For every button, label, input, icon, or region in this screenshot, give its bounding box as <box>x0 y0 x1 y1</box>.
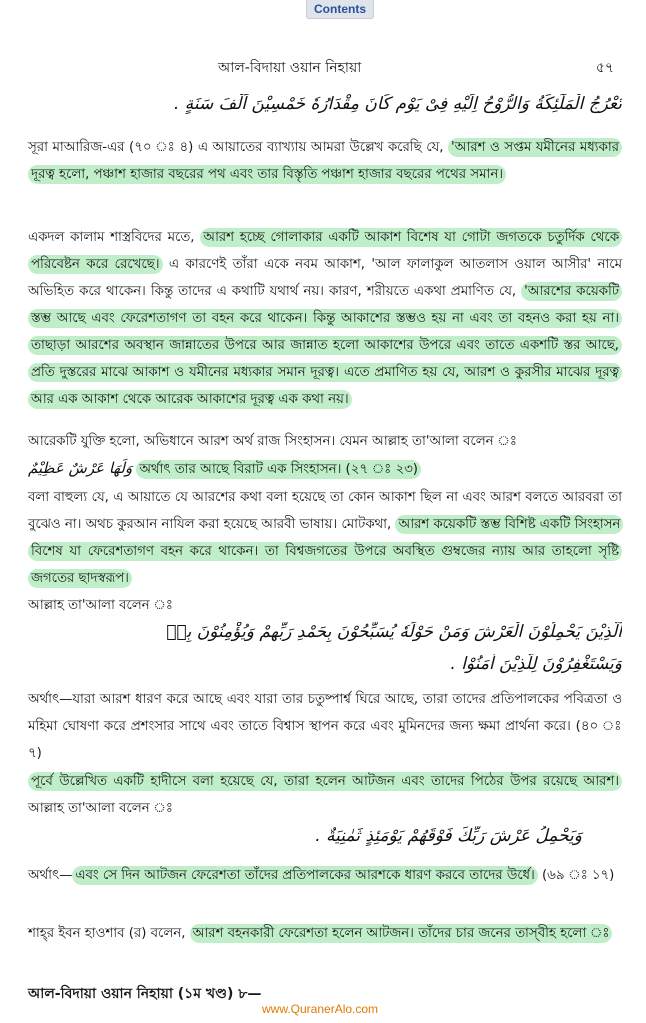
website-link[interactable]: www.QuranerAlo.com <box>262 1002 379 1016</box>
p4-text-a: বলা বাহুল্য যে, এ আয়াতে যে আরশের কথা বলা হয়েছে তা কোন আকাশ ছিল না এবং আরশ বলতে আরবরা তা বুঝেও না। অথচ কুরআন নাযিল করা হয়েছে আরবী ভাষায়। <box>28 490 622 532</box>
paragraph-7 <box>28 768 622 822</box>
contents-button[interactable]: Contents <box>306 0 374 19</box>
p8-highlight: এবং সে দিন আটজন ফেরেশতা তাঁদের প্রতিপালকের আরশকে ধারণ করবে তাদের উর্ধে। <box>72 866 537 885</box>
paragraph-8 <box>28 862 622 889</box>
p3-text: আরেকটি যুক্তি হলো, অভিধানে আরশ অর্থ রাজ সিংহাসন। যেমন আল্লাহ তা'আলা বলেন ঃ <box>28 434 517 449</box>
p1-text: সূরা মাআরিজ-এর (৭০ ঃ ৪) এ আয়াতের ব্যাখ্যায় আমরা উল্লেখ করেছি যে, <box>28 140 449 155</box>
quran-verse-1: تَعْرُجُ الْمَلٰٓئِكَةُ وَالرُّوْحُ اِلَيْهِ فِىْ يَوْمٍ كَانَ مِقْدَارُهٗ خَمْسِيْنَ اَلْفَ سَنَةٍ . <box>173 94 622 114</box>
p2-highlight-2: 'আরশের কয়েকটি স্তম্ভ আছে এবং ফেরেশতাগণ তা বহন করে থাকেন। কিন্তু আকাশের স্তম্ভও হয় না এবং তা বহনও করা হয় না। তাছাড়া আরশের অবস্থান জান্নাতের উপরে আর জান্নাত হলো আকাশের উপরে এবং তাতে একশটি স্তর আছে, প্রতি দুস্তরের মাঝে আকাশ ও যমীনের মধ্যকার সমান দূরত্ব। এতে প্রমাণিত হয় যে, আরশ ও কুরসীর মাঝের দূরত্ব আর এক আকাশ থেকে আরেক আকাশের দূরত্ব এক কথা নয়। <box>28 282 622 409</box>
p7-highlight: পূর্বে উল্লেখিত একটি হাদীসে বলা হয়েছে যে, তারা হলেন আটজন এবং তাদের পিঠের উপর রয়েছে আরশ। <box>28 772 622 791</box>
p2-text-b: এ কারণেই তাঁরা একে নবম আকাশ, 'আল ফালাকুল আতলাস ওয়াল আসীর' নামে অভিহিত করে থাকেন। কিন্তু তাদের এ কথাটি যথার্থ নয়। কারণ, শরীয়তে একথা প্রমাণিত যে, <box>28 257 623 299</box>
p8-text-a: অর্থাৎ— <box>28 868 73 883</box>
paragraph-3 <box>28 428 622 483</box>
paragraph-2 <box>28 224 622 413</box>
book-title: আল-বিদায়া ওয়ান নিহায়া <box>218 60 362 76</box>
running-head <box>28 56 622 76</box>
p4-highlight: আরশ কয়েকটি স্তম্ভ বিশিষ্ট একটি সিংহাসন বিশেষ যা ফেরেশতাগণ বহন করে থাকেন। তা বিশ্বজগতের উপরে অবস্থিত গুম্বজের ন্যায় আর তাহলো সৃষ্টি জগতের ছাদস্বরূপ। <box>28 515 623 588</box>
page-number: ৫৭ <box>595 60 614 76</box>
paragraph-5-label <box>28 592 622 619</box>
p3-arabic: وَلَهَا عَرْشٌ عَظِيْمٌ <box>28 459 133 477</box>
p2-highlight-1: আরশ হচ্ছে গোলাকার একটি আকাশ বিশেষ যা গোটা জগতকে চতুর্দিক থেকে পরিবেষ্টন করে রেখেছে। <box>28 228 622 274</box>
p4-text-b: মোটকথা, <box>341 517 396 532</box>
paragraph-6: অর্থাৎ—যারা আরশ ধারণ করে আছে এবং যারা তার চতুষ্পার্শ্ব ঘিরে আছে, তারা তাদের প্রতিপালকের পবিত্রতা ও মহিমা ঘোষণা করে প্রশংসার সাথে এবং তাতে বিশ্বাস স্থাপন করে এবং মুমিনদের জন্য ক্ষমা প্রার্থনা করে। (৪০ ঃ ৭) <box>28 692 622 761</box>
p9-text: শাহ্‌র ইবন হাওশাব (র) বলেন, <box>28 926 190 941</box>
paragraph-1 <box>28 134 622 188</box>
quran-verse-2-line-1: اَلَّذِيْنَ يَحْمِلُوْنَ الْعَرْشَ وَمَنْ حَوْلَهٗ يُسَبِّحُوْنَ بِحَمْدِ رَبِّهِمْ وَيُؤْمِنُوْنَ بِهٖ <box>166 622 622 642</box>
p8-text-b: (৬৯ ঃ ১৭) <box>537 868 615 883</box>
quran-verse-3: وَيَحْمِلُ عَرْشَ رَبِّكَ فَوْقَهُمْ يَوْمَئِذٍ ثَمٰنِيَةٌ . <box>315 826 582 846</box>
paragraph-4 <box>28 484 622 592</box>
p1-highlight: 'আরশ ও সপ্তম যমীনের মধ্যকার দূরত্ব হলো, পঞ্চাশ হাজার বছরের পথ এবং তার বিস্তৃতি পঞ্চাশ হাজার বছরের পথের সমান। <box>28 138 622 184</box>
page-footer: আল-বিদায়া ওয়ান নিহায়া (১ম খণ্ড) ৮— <box>28 986 262 1002</box>
p7-text: আল্লাহ তা'আলা বলেন ঃ <box>28 801 173 816</box>
p3-highlight: অর্থাৎ তার আছে বিরাট এক সিংহাসন। (২৭ ঃ ২৩) <box>136 460 421 479</box>
quran-verse-2-line-2: وَيَسْتَغْفِرُوْنَ لِلَّذِيْنَ اٰمَنُوْا . <box>450 654 622 674</box>
p5-text: আল্লাহ তা'আলা বলেন ঃ <box>28 598 173 613</box>
p2-text-a: একদল কালাম শাস্ত্রবিদের মতে, <box>28 230 201 245</box>
paragraph-9 <box>28 920 622 947</box>
p9-highlight: আরশ বহনকারী ফেরেশতা হলেন আটজন। তাঁদের চার জনের তাস্‌বীহ হলো ঃ <box>190 924 613 943</box>
